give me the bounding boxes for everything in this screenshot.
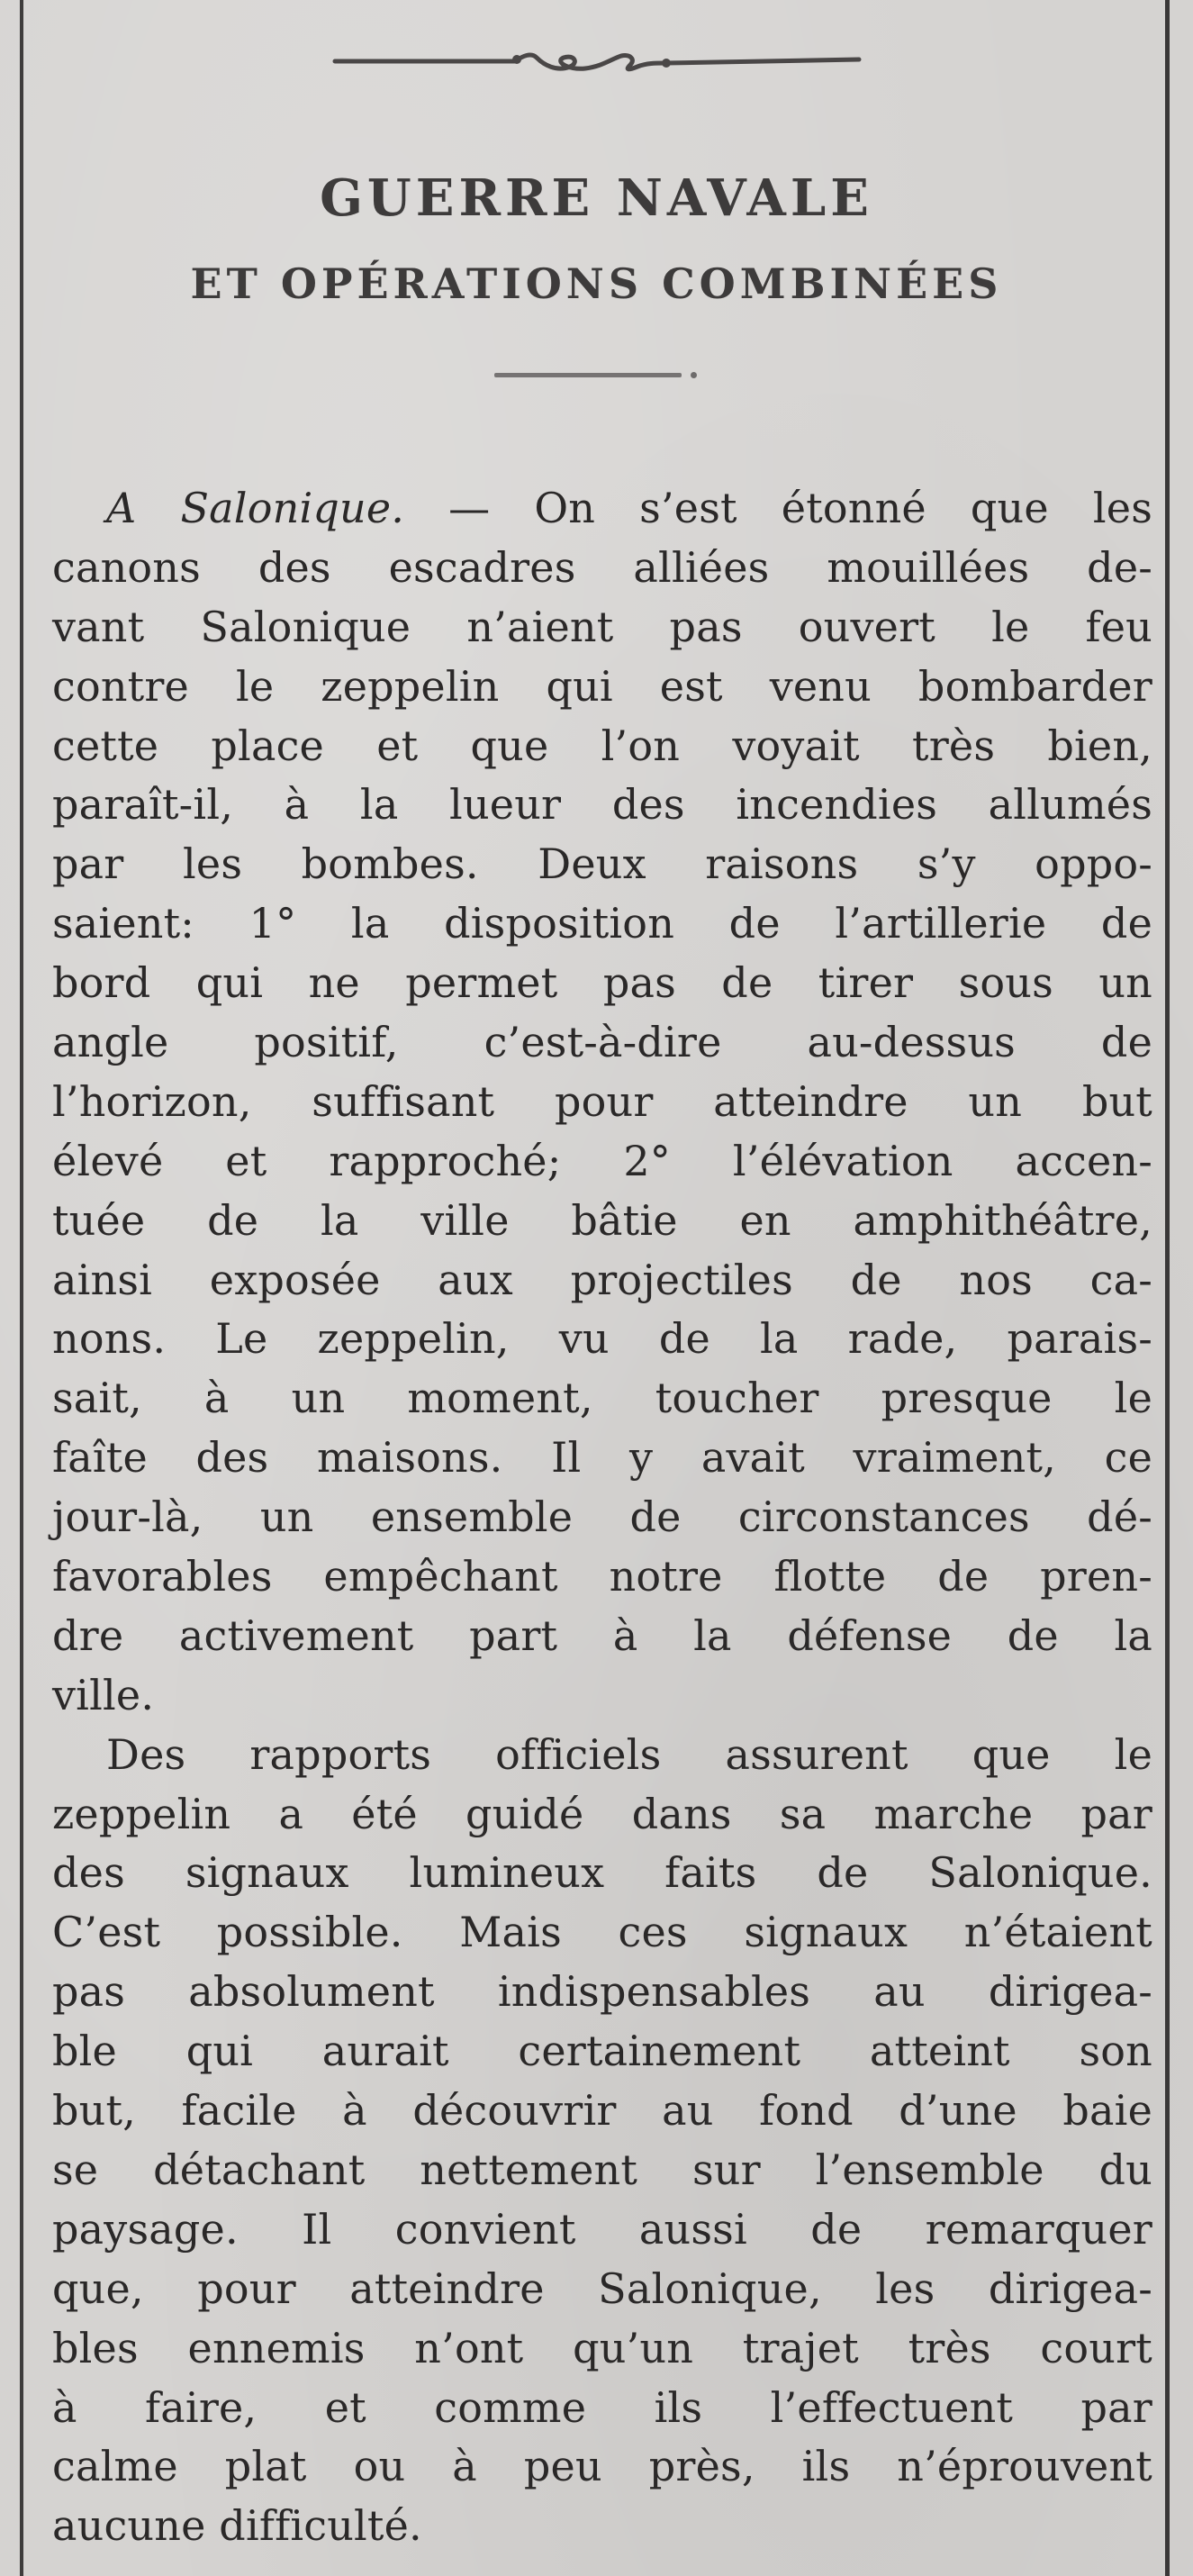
text-line: bles ennemis n’ont qu’un trajet très court — [52, 2323, 1152, 2372]
text-line: canons des escadres alliées mouillées de- — [52, 542, 1152, 592]
text-line: dre activement part à la défense de la — [52, 1610, 1152, 1660]
section-lead-in: A Salonique. — [106, 484, 405, 532]
text-line: bord qui ne permet pas de tirer sous un — [52, 958, 1152, 1008]
headline-title: GUERRE NAVALE — [320, 168, 873, 228]
text-line: Des rapports officiels assurent que le — [106, 1729, 1152, 1779]
column-border-right — [1165, 0, 1170, 2576]
text-line: faîte des maisons. Il y avait vraiment, ce — [52, 1433, 1152, 1483]
text-line: favorables empêchant notre flotte de pren- — [52, 1552, 1152, 1601]
text-line: calme plat ou à peu près, ils n’éprouvent — [52, 2442, 1152, 2491]
column-border-left — [20, 0, 23, 2576]
text-line: nons. Le zeppelin, vu de la rade, parais- — [52, 1314, 1152, 1364]
text-line: que, pour atteindre Salonique, les dirigea- — [52, 2263, 1152, 2313]
text-line: élevé et rapproché; 2° l’élévation accen- — [52, 1136, 1152, 1185]
title-divider-rule — [494, 373, 682, 377]
text-line: sait, à un moment, toucher presque le — [52, 1374, 1152, 1423]
article-body — [52, 479, 1152, 2556]
text-line: l’horizon, suffisant pour atteindre un but — [52, 1076, 1152, 1126]
text-line: des signaux lumineux faits de Salonique. — [52, 1848, 1152, 1898]
text-line: cette place et que l’on voyait très bien, — [52, 721, 1152, 770]
text-line: ble qui aurait certainement atteint son — [52, 2027, 1152, 2076]
text-line: paraît-il, à la lueur des incendies allumés — [52, 780, 1152, 830]
text-line: ainsi exposée aux projectiles de nos ca- — [52, 1255, 1152, 1304]
text-line: par les bombes. Deux raisons s’y oppo- — [52, 839, 1152, 889]
divider-dot-icon — [691, 372, 697, 378]
text-line: pas absolument indispensables au dirigea- — [52, 1967, 1152, 2017]
text-line: à faire, et comme ils l’effectuent par — [52, 2382, 1152, 2432]
text-line: contre le zeppelin qui est venu bombarder — [52, 661, 1152, 711]
paragraph-salonique-guns — [52, 479, 1152, 1726]
scroll-ornament-icon — [331, 40, 863, 76]
text-line: jour-là, un ensemble de circonstances dé- — [52, 1492, 1152, 1542]
headline-subtitle: ET OPÉRATIONS COMBINÉES — [190, 259, 1003, 308]
text-line: vant Salonique n’aient pas ouvert le feu — [52, 602, 1152, 651]
text-line: C’est possible. Mais ces signaux n’étaient — [52, 1908, 1152, 1957]
paragraph-light-signals — [52, 1726, 1152, 2556]
text-line: se détachant nettement sur l’ensemble du — [52, 2145, 1152, 2194]
text-line: but, facile à découvrir au fond d’une baie — [52, 2086, 1152, 2136]
text-line: aucune difficulté. — [52, 2501, 422, 2551]
text-line: saient: 1° la disposition de l’artillerie de — [52, 899, 1152, 948]
text-line: ville. — [52, 1670, 155, 1719]
text-line: A Salonique. — On s’est étonné que les — [106, 484, 1152, 532]
text-line: zeppelin a été guidé dans sa marche par — [52, 1789, 1152, 1838]
text-line: paysage. Il convient aussi de remarquer — [52, 2204, 1152, 2254]
text-line: angle positif, c’est-à-dire au-dessus de — [52, 1018, 1152, 1067]
text-line: tuée de la ville bâtie en amphithéâtre, — [52, 1195, 1152, 1245]
